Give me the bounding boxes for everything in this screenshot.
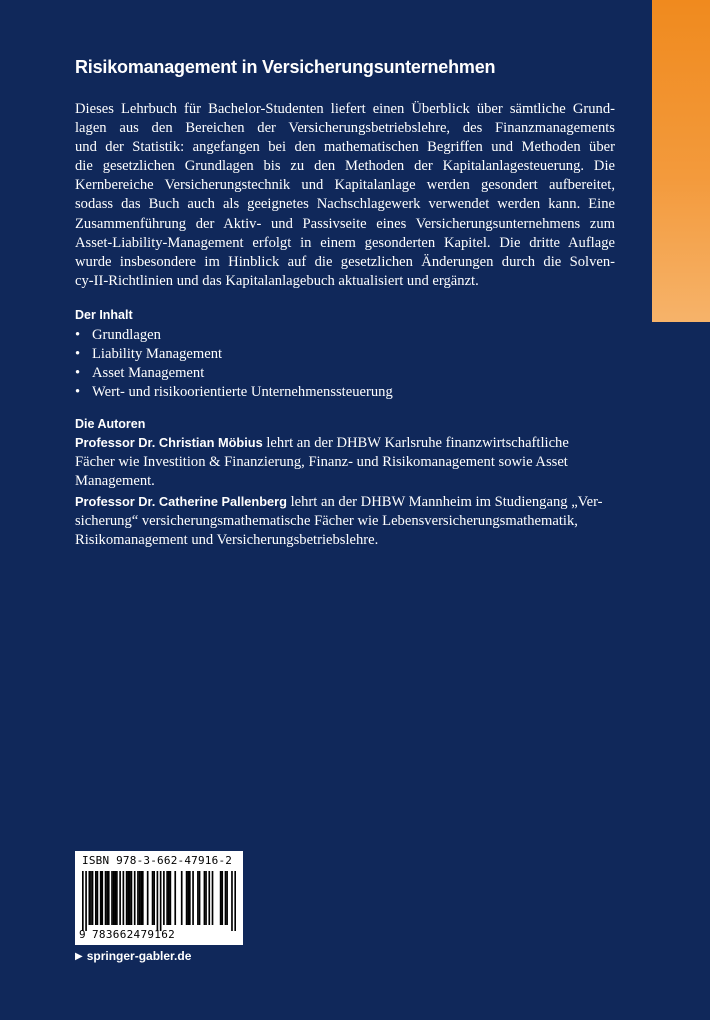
barcode-bar [147,871,149,925]
bullet-icon: • [75,383,81,400]
description [75,100,615,291]
barcode-bar [101,871,103,925]
barcode-bar [160,871,162,931]
barcode-bar [166,871,168,925]
barcode-bar [106,871,108,925]
description-line: Kernbereiche Versicherungstechnik und Kapitalanlage werden gesondert aufbereitet, [75,177,615,194]
book-title: Risikomanagement in Versicherungsunternehmen [75,57,496,77]
barcode-bar [197,871,199,925]
description-line: wurde insbesondere im Hinblick auf die gesetzlichen Änderungen durch die Solven- [75,253,615,270]
barcode-bar [225,871,227,925]
barcode-bar [119,871,121,925]
barcode-bar [142,871,144,925]
authors-section [75,416,615,550]
isbn-barcode [75,851,243,945]
barcode-bar [97,871,99,925]
barcode-bar [199,871,201,925]
barcode-bar [220,871,222,925]
author-bio [75,433,615,492]
publisher-website[interactable] [75,949,191,963]
list-item-label: Wert- und risikoorientierte Unternehmenssteuerung [92,383,393,400]
barcode-bar [108,871,110,925]
description-line: sodass das Buch auch als geeignetes Nachschlagewerk verwendet werden kann. Eine [75,196,615,213]
list-item [75,326,615,345]
barcode-bar [85,871,87,931]
barcode-bar [139,871,141,925]
barcode-bar [163,871,165,925]
barcode-bar [208,871,210,925]
barcode-bar [157,871,159,931]
list-item-label: Asset Management [92,364,205,381]
description-line: und der Statistik: angefangen bei den mathematischen Begriffen und Methoden über [75,139,615,156]
description-line: die gesetzlichen Grundlagen bis zu den Methoden der Kapitalanlagesteuerung. Die [75,158,615,175]
barcode-bar [88,871,90,925]
author-bio-text: Fächer wie Investition & Finanzierung, Finanz- und Risikomanagement sowie Asset [75,454,568,471]
description-line: Dieses Lehrbuch für Bachelor-Studenten liefert einen Überblick über sämtliche Grund- [75,101,615,117]
barcode-bar [134,871,136,925]
bullet-icon: • [75,345,81,362]
barcode-bar [189,871,191,925]
barcode-bar [140,871,142,925]
list-item-label: Liability Management [92,345,223,362]
list-item [75,364,615,383]
list-item-label: Grundlagen [92,326,161,343]
barcode-bar [152,871,154,925]
barcode-bar [114,871,116,925]
description-line: cy-II-Richtlinien und das Kapitalanlagebuch aktualisiert und ergänzt. [75,272,479,289]
barcode-bar [234,871,236,931]
description-line: lagen aus den Bereichen der Versicherungsbetriebslehre, des Finanzmanagements [75,120,615,137]
barcode-bar [92,871,94,925]
barcode-bar [129,871,131,925]
author-bio-text: sicherung“ versicherungsmathematische Fächer wie Lebensversicherungsmathematik, [75,512,578,529]
barcode-bar [212,871,214,925]
barcode-bar [186,871,188,925]
barcode-bar [137,871,139,925]
author-bio [75,492,615,551]
barcode-bar [192,871,194,925]
contents-heading: Der Inhalt [75,307,133,322]
barcode-bar [116,871,118,925]
author-bio-text: Risikomanagement und Versicherungsbetriebslehre. [75,531,379,548]
barcode-bar [174,871,176,925]
barcode-bar [127,871,129,925]
author-bio-text: lehrt an der DHBW Mannheim im Studiengang „Ver- [286,493,603,510]
authors-heading: Die Autoren [75,416,146,431]
barcode-bar [131,871,133,925]
author-bio-text: lehrt an der DHBW Karlsruhe finanzwirtschaftliche [262,434,569,451]
barcode-bar [231,871,233,931]
barcode-bar [90,871,92,925]
barcode-bar [181,871,183,925]
barcode-bar [204,871,206,925]
contents-section [75,307,615,402]
barcode-bar [82,871,84,931]
barcode-bar [187,871,189,925]
barcode-bar [126,871,128,925]
list-item [75,345,615,364]
orange-accent-strip [652,0,710,322]
barcode-bar [168,871,170,925]
description-line: Zusammenführung der Aktiv- und Passivseite eines Versicherungsunternehmens zum [75,215,615,232]
author-name: Professor Dr. Christian Möbius [75,434,263,450]
back-cover-text [75,56,615,550]
author-bio-text: Management. [75,473,155,490]
barcode-bar [105,871,107,925]
barcode-bar [111,871,113,925]
barcode-bar [221,871,223,925]
bullet-icon: • [75,326,81,343]
barcode-bar [123,871,125,925]
barcode-bar [100,871,102,925]
barcode-bar [205,871,207,925]
barcode-bar [170,871,172,925]
barcode-bar [153,871,155,925]
description-line: Asset-Liability-Management erfolgt in einem gesonderten Kapitel. Die dritte Auflage [75,234,615,251]
arrow-right-icon: ▶ [75,950,83,962]
bullet-icon: • [75,364,81,381]
ean-first-digit: 9 [79,928,86,941]
author-name: Professor Dr. Catherine Pallenberg [75,493,287,509]
website-link[interactable]: springer-gabler.de [86,949,192,963]
ean-digits: 783662479162 [92,928,176,941]
barcode-bar [95,871,97,925]
list-item [75,383,615,402]
barcode-bar [113,871,115,925]
contents-list [75,326,615,402]
barcode-bar [226,871,228,925]
isbn-label: ISBN 978-3-662-47916-2 [82,854,233,867]
barcode-icon [82,871,236,931]
